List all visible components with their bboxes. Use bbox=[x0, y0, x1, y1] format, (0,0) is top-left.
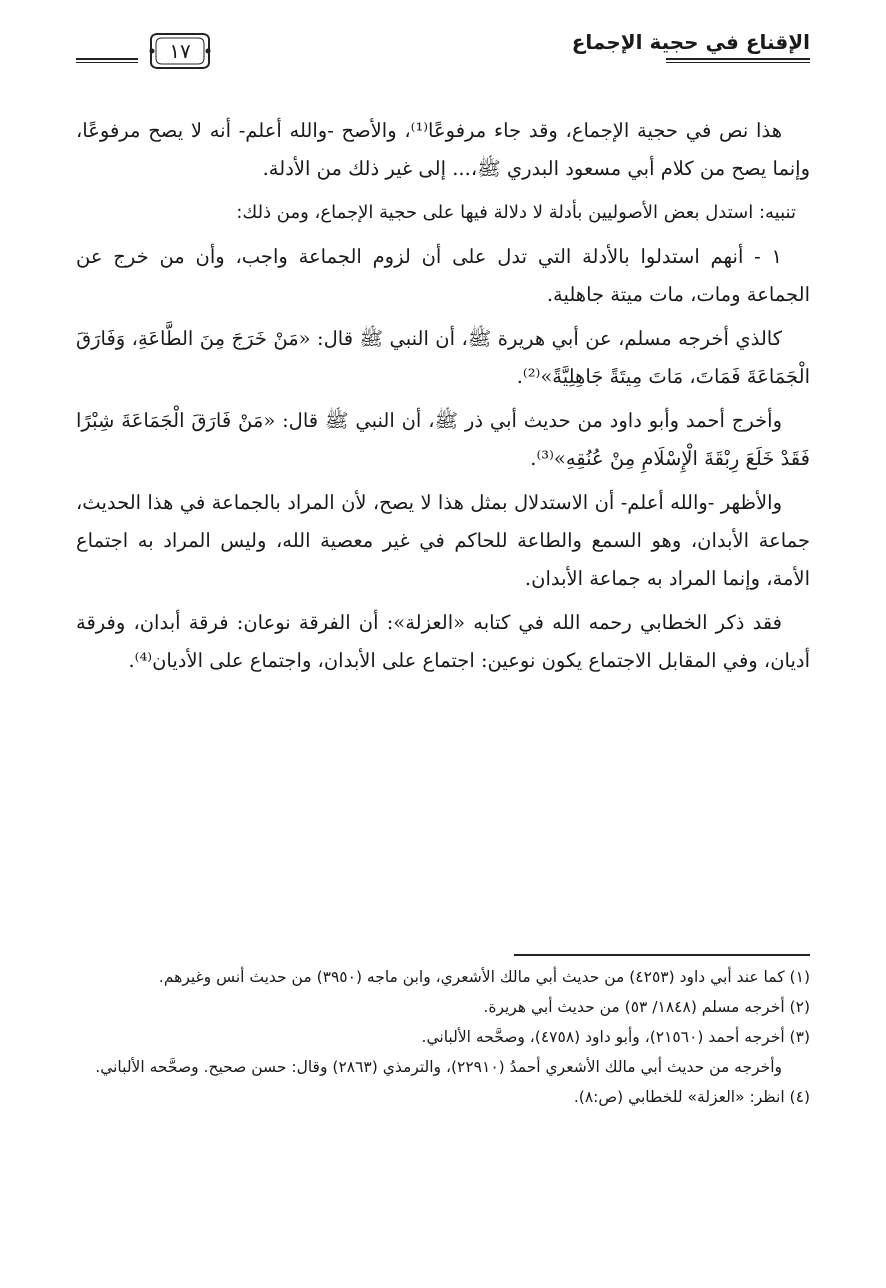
footnote-separator bbox=[514, 954, 810, 956]
footnote-1: (١) كما عند أبي داود (٤٢٥٣) من حديث أبي مالك الأشعري، وابن ماجه (٣٩٥٠) من حديث أنس وغيرهم. bbox=[158, 968, 810, 986]
paragraph-3: ١ - أنهم استدلوا بالأدلة التي تدل على أن لزوم الجماعة واجب، وأن من خرج عن الجماعة ومات، مات ميتة جاهلية. bbox=[76, 245, 810, 306]
footnote-4: (٤) انظر: «العزلة» للخطابي (ص:٨). bbox=[573, 1088, 810, 1106]
header-rule-right bbox=[666, 58, 810, 63]
page-number: ١٧ bbox=[169, 39, 191, 63]
paragraph-note: تنبيه: استدل بعض الأصوليين بأدلة لا دلالة فيها على حجية الإجماع، ومن ذلك: bbox=[236, 202, 796, 223]
footnote-2: (٢) أخرجه مسلم (١٨٤٨/ ٥٣) من حديث أبي هريرة. bbox=[483, 998, 810, 1016]
paragraph-6: والأظهر -والله أعلم- أن الاستدلال بمثل هذا لا يصح، لأن المراد بالجماعة في هذا الحديث، جماعة الأبدان، وهو السمع والطاعة للحاكم في غير معصية الله، وليس المراد به اجتماع الأمة، وإنما المراد به جماعة الأبدان. bbox=[76, 491, 810, 590]
page-number-medallion bbox=[148, 30, 212, 72]
paragraph-7: فقد ذكر الخطابي رحمه الله في كتابه «العزلة»: أن الفرقة نوعان: فرقة أبدان، وفرقة أديان، وفي المقابل الاجتماع يكون نوعين: اجتماع على الأبدان، واجتماع على الأديان⁽⁴⁾. bbox=[76, 611, 810, 672]
paragraph-5: وأخرج أحمد وأبو داود من حديث أبي ذر ﷺ، أن النبي ﷺ قال: «مَنْ فَارَقَ الْجَمَاعَةَ شِبْرًا فَقَدْ خَلَعَ رِبْقَةَ الْإِسْلَامِ مِنْ عُنُقِهِ»⁽³⁾. bbox=[76, 409, 810, 470]
paragraph-1: هذا نص في حجية الإجماع، وقد جاء مرفوعًا⁽¹⁾، والأصح -والله أعلم- أنه لا يصح مرفوعًا، وإنما يصح من كلام أبي مسعود البدري ﷺ،... إلى غير ذلك من الأدلة. bbox=[76, 119, 810, 180]
paragraph-4: كالذي أخرجه مسلم، عن أبي هريرة ﷺ، أن النبي ﷺ قال: «مَنْ خَرَجَ مِنَ الطَّاعَةِ، وَفَارَقَ الْجَمَاعَةَ فَمَاتَ، مَاتَ مِيتَةً جَاهِلِيَّةً»⁽²⁾. bbox=[76, 327, 810, 388]
header-rule-left bbox=[76, 58, 138, 63]
footnote-3: (٣) أخرجه أحمد (٢١٥٦٠)، وأبو داود (٤٧٥٨)، وصحَّحه الألباني. bbox=[421, 1028, 810, 1046]
page-header bbox=[76, 24, 810, 76]
footnotes bbox=[76, 962, 810, 1112]
book-title: الإقناع في حجية الإجماع bbox=[571, 30, 810, 54]
footnote-3-continuation: وأخرجه من حديث أبي مالك الأشعري أحمدُ (٢٢٩١٠)، والترمذي (٢٨٦٣) وقال: حسن صحيح. وصحَّحه الألباني. bbox=[95, 1058, 782, 1076]
main-text bbox=[76, 112, 810, 686]
